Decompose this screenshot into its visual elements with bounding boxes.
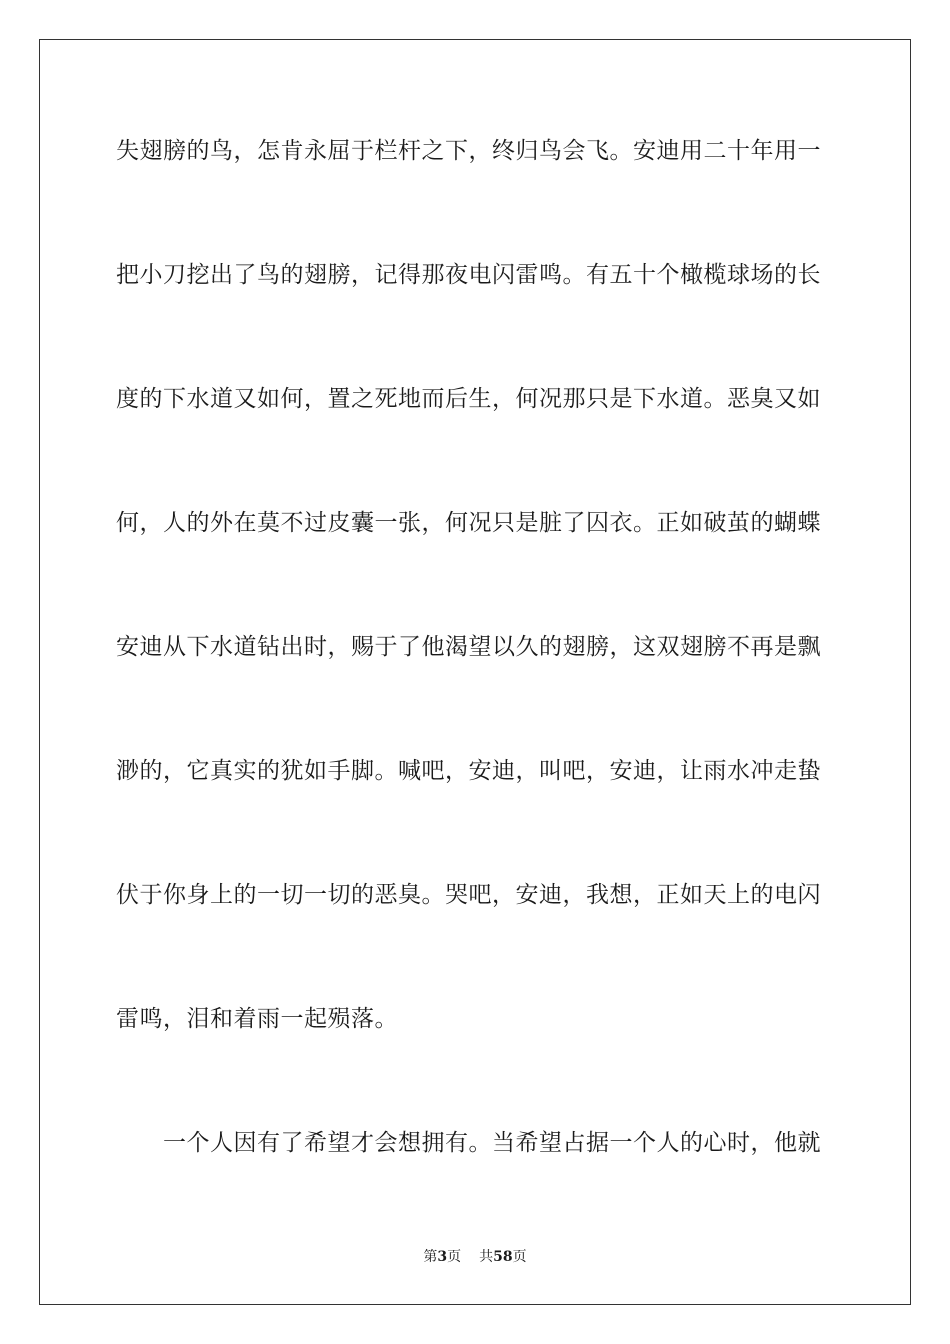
- page-number: 3: [437, 1249, 448, 1265]
- paragraph-line: 把小刀挖出了鸟的翅膀，记得那夜电闪雷鸣。有五十个橄榄球场的长: [116, 262, 821, 288]
- paragraph-line: 度的下水道又如何，置之死地而后生，何况那只是下水道。恶臭又如: [116, 386, 821, 412]
- total-suffix: 页: [512, 1249, 527, 1265]
- page-border: [39, 39, 911, 1305]
- paragraph-line: 伏于你身上的一切一切的恶臭。哭吧，安迪，我想，正如天上的电闪: [116, 882, 821, 908]
- page-footer: [0, 1248, 950, 1266]
- paragraph-line: 安迪从下水道钻出时，赐于了他渴望以久的翅膀，这双翅膀不再是飘: [116, 634, 821, 660]
- total-prefix: 共: [479, 1249, 494, 1265]
- page-prefix: 第: [423, 1249, 438, 1265]
- paragraph-line: 渺的，它真实的犹如手脚。喊吧，安迪，叫吧，安迪，让雨水冲走蛰: [116, 758, 821, 784]
- page-suffix: 页: [447, 1249, 462, 1265]
- paragraph-line: 何，人的外在莫不过皮囊一张，何况只是脏了囚衣。正如破茧的蝴蝶: [116, 510, 821, 536]
- paragraph-line: 失翅膀的鸟，怎肯永屈于栏杆之下，终归鸟会飞。安迪用二十年用一: [116, 138, 821, 164]
- total-pages: 58: [493, 1249, 513, 1265]
- paragraph-line: 雷鸣，泪和着雨一起殒落。: [116, 1006, 398, 1032]
- paragraph-line: 一个人因有了希望才会想拥有。当希望占据一个人的心时，他就: [116, 1130, 821, 1156]
